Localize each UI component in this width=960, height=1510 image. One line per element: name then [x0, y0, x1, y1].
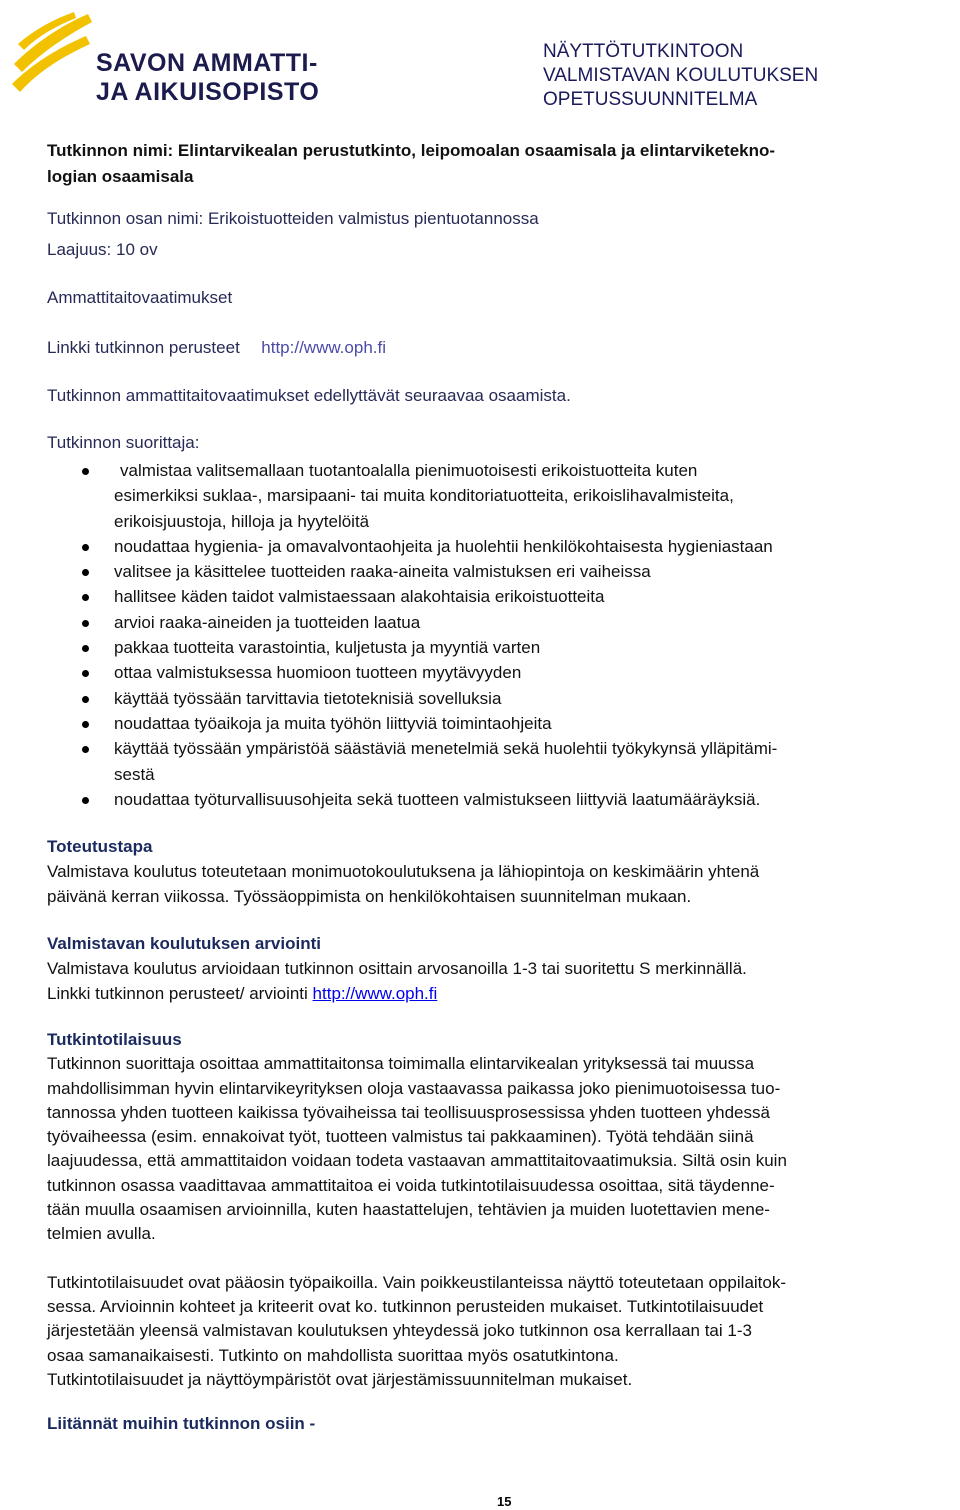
bullet-icon — [82, 594, 89, 601]
header-line-3: OPETUSSUUNNITELMA — [543, 89, 758, 110]
bullet-icon — [82, 797, 89, 804]
list-item-line: hallitsee käden taidot valmistaessaan alakohtaisia erikoistuotteita — [114, 587, 605, 607]
paragraph-line: tutkinnon osassa vaadittavaa ammattitaitoa ei voida tutkintotilaisuudessa osoittaa, sitä täydenne- — [47, 1175, 775, 1195]
list-item — [0, 584, 960, 609]
logo-swoosh-icon — [8, 8, 98, 100]
list-item-line: noudattaa työturvallisuusohjeita sekä tuotteen valmistukseen liittyviä laatumääräyksiä. — [114, 789, 761, 809]
assessment-section — [47, 931, 747, 1006]
paragraph-line: mahdollisimman hyvin elintarvikeyrityksen oloja vastaavassa paikassa joko pienimuotoisessa tuo- — [47, 1078, 781, 1098]
paragraph-line: laajuudessa, että ammattitaidon voidaan todeta vastaavan ammattitaitovaatimuksia. Siltä osin kuin — [47, 1151, 787, 1171]
logo-line-2: JA AIKUISOPISTO — [96, 78, 320, 106]
list-item-line: pakkaa tuotteita varastointia, kuljetusta ja myyntiä varten — [114, 638, 541, 658]
exam-section — [47, 1028, 787, 1392]
list-item — [0, 686, 960, 711]
list-item-line: käyttää työssään tarvittavia tietoteknisiä sovelluksia — [114, 688, 502, 708]
degree-name — [47, 138, 775, 190]
scope: Laajuus: 10 ov — [47, 240, 158, 259]
exam-heading: Tutkintotilaisuus — [47, 1030, 182, 1049]
list-item-line: noudattaa työaikoja ja muita työhön liittyviä toimintaohjeita — [114, 713, 552, 733]
paragraph-line: järjestetään yleensä valmistavan koulutuksen yhteydessä joko tutkinnon osa kerrallaan tai 1-3 — [47, 1321, 752, 1341]
header-line-1: NÄYTTÖTUTKINTOON — [543, 41, 744, 62]
list-item — [0, 787, 960, 812]
list-item-line: ottaa valmistuksessa huomioon tuotteen myytävyyden — [114, 663, 522, 683]
bullet-icon — [82, 696, 89, 703]
exam-paragraph-2 — [47, 1271, 787, 1392]
bullet-icon — [82, 620, 89, 627]
degree-name-line-1: Tutkinnon nimi: Elintarvikealan perustutkinto, leipomoalan osaamisala ja elintarviketekno- — [47, 141, 776, 160]
list-item — [0, 559, 960, 584]
list-item-line: arvioi raaka-aineiden ja tuotteiden laatua — [114, 612, 421, 632]
list-item-line: sestä — [114, 764, 155, 784]
list-item-line: esimerkiksi suklaa-, marsipaani- tai muita konditoriatuotteita, erikoislihavalmisteita, — [114, 486, 734, 506]
logo-line-1: SAVON AMMATTI- — [96, 49, 318, 77]
list-item — [0, 711, 960, 736]
degree-name-line-2: logian osaamisala — [47, 167, 194, 186]
basis-link-url[interactable]: http://www.oph.fi — [261, 338, 386, 357]
bullet-icon — [82, 645, 89, 652]
unit-name: Tutkinnon osan nimi: Erikoistuotteiden valmistus pientuotannossa — [47, 209, 539, 228]
paragraph-line: telmien avulla. — [47, 1224, 156, 1244]
document-header — [543, 40, 818, 112]
implementation-heading: Toteutustapa — [47, 837, 153, 856]
assessment-line-1: Valmistava koulutus arvioidaan tutkinnon osittain arvosanoilla 1-3 tai suoritettu S merkinnällä. — [47, 959, 747, 978]
requirements-intro: Tutkinnon ammattitaitovaatimukset edellyttävät seuraavaa osaamista. — [47, 386, 571, 405]
requirements-list — [0, 458, 960, 812]
bullet-icon — [82, 468, 89, 475]
bullet-icon — [82, 569, 89, 576]
implementation-line-2: päivänä kerran viikossa. Työssäoppimista on henkilökohtaisen suunnitelman mukaan. — [47, 887, 692, 906]
list-item-line: valmistaa valitsemallaan tuotantoalalla pienimuotoisesti erikoistuotteita kuten — [120, 461, 698, 480]
list-item-line: käyttää työssään ympäristöä säästäviä menetelmiä sekä huolehtii työkykynsä ylläpitämi- — [114, 739, 778, 759]
list-item — [0, 610, 960, 635]
list-item — [0, 660, 960, 685]
list-item-line: valitsee ja käsittelee tuotteiden raaka-aineita valmistuksen eri vaiheissa — [114, 562, 651, 582]
list-item — [0, 458, 960, 534]
assessment-heading: Valmistavan koulutuksen arviointi — [47, 934, 321, 953]
bullet-icon — [82, 544, 89, 551]
bullet-icon — [82, 721, 89, 728]
paragraph-line: työvaiheessa (esim. ennakoivat työt, tuotteen valmistus tai pakkaaminen). Työtä tehdään siinä — [47, 1127, 754, 1147]
assessment-link-label: Linkki tutkinnon perusteet/ arviointi — [47, 984, 308, 1003]
paragraph-line: osaa samanaikaisesti. Tutkinto on mahdollista suorittaa myös osatutkintona. — [47, 1345, 619, 1365]
bullet-icon — [82, 746, 89, 753]
requirements-heading: Ammattitaitovaatimukset — [47, 288, 233, 307]
list-item — [0, 736, 960, 787]
paragraph-line: tään muulla osaamisen arvioinnilla, kuten haastattelujen, tehtävien ja muiden luotettavien mene- — [47, 1200, 770, 1220]
list-item-line: erikoisjuustoja, hilloja ja hyytelöitä — [114, 511, 370, 531]
bullet-icon — [82, 670, 89, 677]
paragraph-line: sessa. Arvioinnin kohteet ja kriteerit ovat ko. tutkinnon perusteiden mukaiset. Tutkintotilaisuudet — [47, 1296, 764, 1316]
list-item-line: noudattaa hygienia- ja omavalvontaohjeita ja huolehtii henkilökohtaisesta hygieniastaan — [114, 536, 773, 556]
exam-paragraph-1 — [47, 1052, 787, 1246]
paragraph-line: tannossa yhden tuotteen kaikissa työvaiheissa tai teollisuusprosessissa yhden tuotteen yhdessä — [47, 1102, 770, 1122]
header-line-2: VALMISTAVAN KOULUTUKSEN — [543, 65, 819, 86]
page-number: 15 — [497, 1494, 512, 1509]
assessment-link-row — [47, 981, 747, 1006]
paragraph-line: Tutkinnon suorittaja osoittaa ammattitaitonsa toimimalla elintarvikealan yrityksessä tai muussa — [47, 1054, 755, 1074]
logo — [8, 8, 328, 108]
basis-link-row — [47, 338, 386, 358]
implementation-line-1: Valmistava koulutus toteutetaan monimuotokoulutuksena ja lähiopintoja on keskimäärin yhtenä — [47, 862, 760, 881]
links-heading: Liitännät muihin tutkinnon osiin - — [47, 1414, 316, 1433]
implementation-section — [47, 834, 759, 909]
paragraph-line: Tutkintotilaisuudet ja näyttöympäristöt ovat järjestämissuunnitelman mukaiset. — [47, 1369, 633, 1389]
performer-label: Tutkinnon suorittaja: — [47, 433, 200, 452]
basis-link-label: Linkki tutkinnon perusteet — [47, 338, 240, 357]
list-item — [0, 635, 960, 660]
paragraph-line: Tutkintotilaisuudet ovat pääosin työpaikoilla. Vain poikkeustilanteissa näyttö toteutetaan oppilaitok- — [47, 1272, 787, 1292]
list-item — [0, 534, 960, 559]
assessment-link-url[interactable]: http://www.oph.fi — [312, 984, 438, 1003]
